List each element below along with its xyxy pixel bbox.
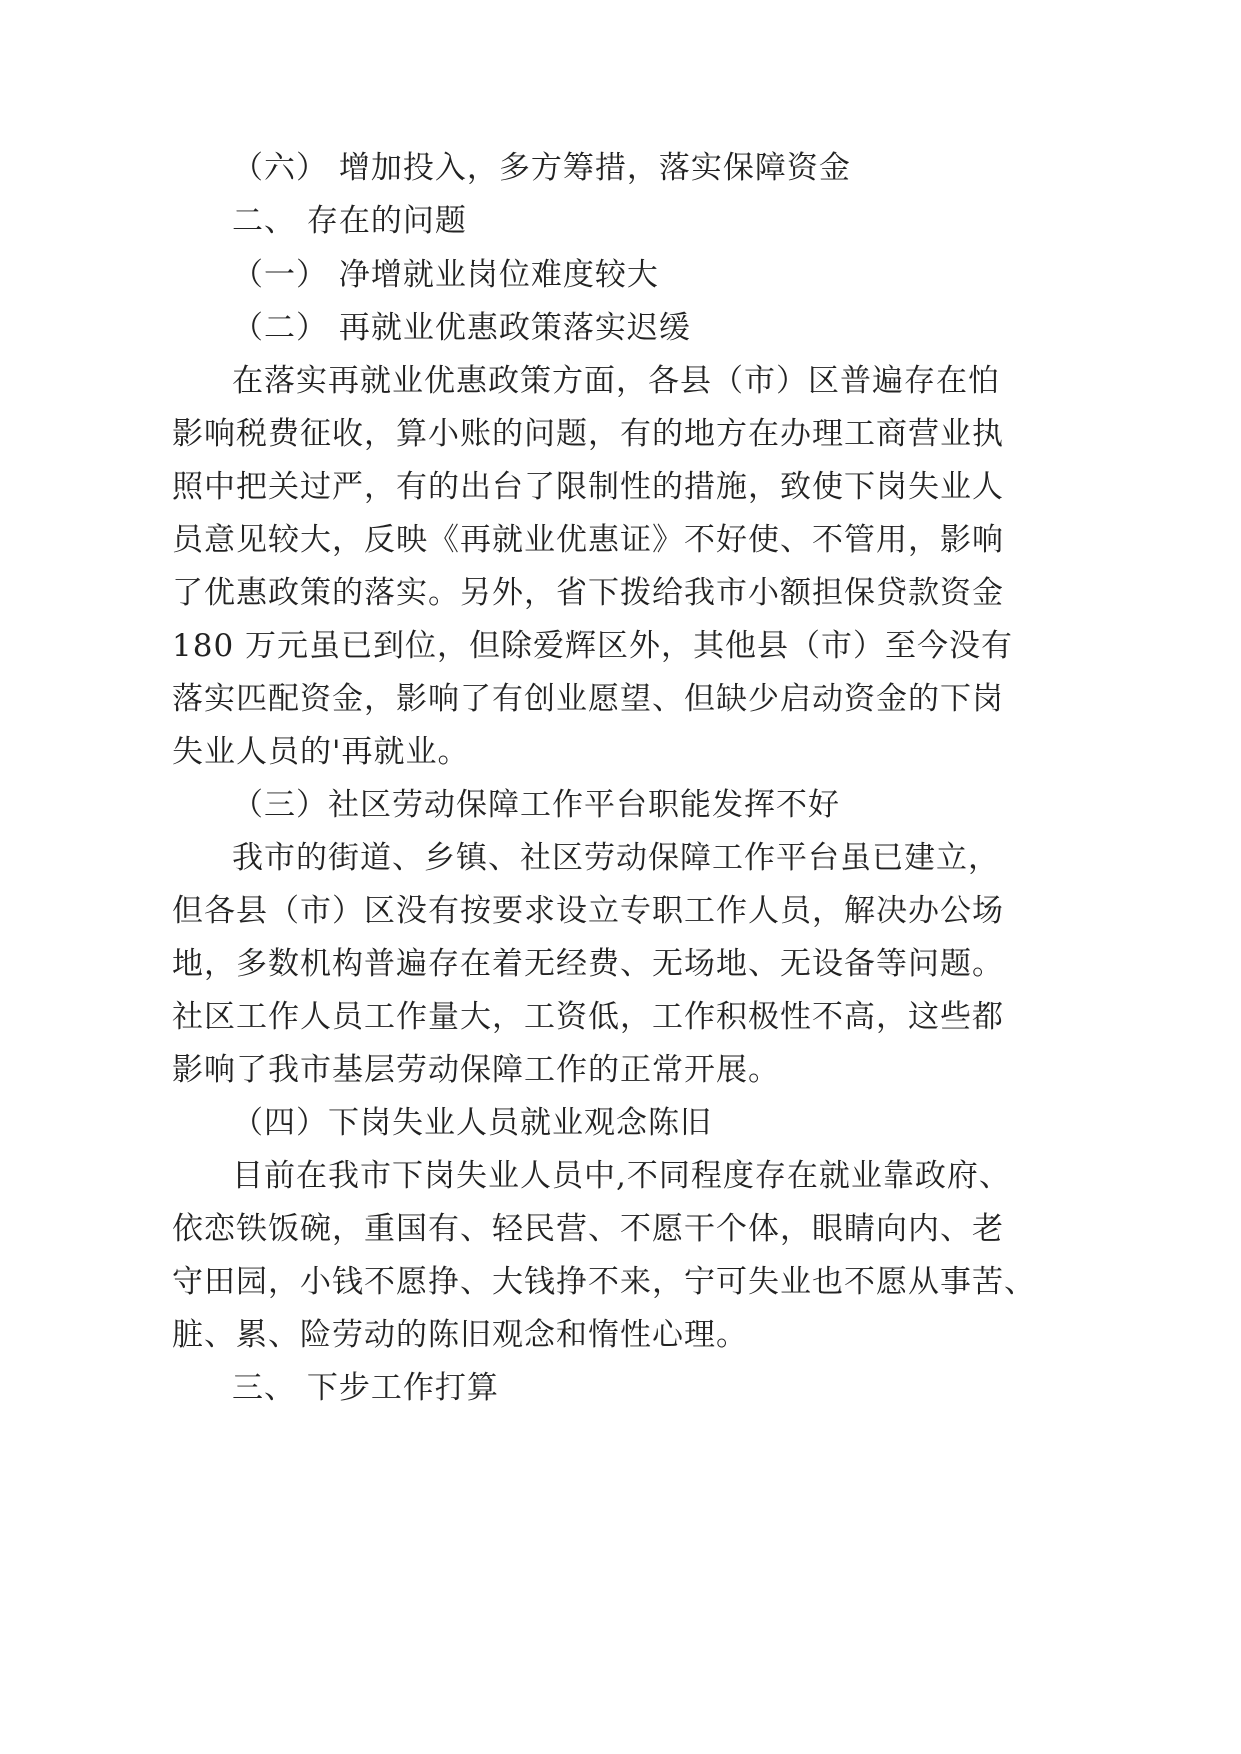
paragraph-line: 我市的街道、乡镇、社区劳动保障工作平台虽已建立， bbox=[232, 840, 1000, 876]
paragraph-line: 但各县（市）区没有按要求设立专职工作人员，解决办公场 bbox=[172, 893, 1004, 929]
paragraph-line: 在落实再就业优惠政策方面，各县（市）区普遍存在怕 bbox=[232, 363, 1000, 399]
paragraph-line: 落实匹配资金，影响了有创业愿望、但缺少启动资金的下岗 bbox=[172, 681, 1004, 717]
subheading-6: （六） 增加投入，多方筹措，落实保障资金 bbox=[232, 150, 851, 186]
paragraph-line: 影响了我市基层劳动保障工作的正常开展。 bbox=[172, 1052, 780, 1088]
section-heading-3: 三、 下步工作打算 bbox=[232, 1370, 499, 1406]
paragraph-line: 照中把关过严，有的出台了限制性的措施，致使下岗失业人 bbox=[172, 469, 1004, 505]
paragraph-line: 员意见较大，反映《再就业优惠证》不好使、不管用，影响 bbox=[172, 522, 1004, 558]
subheading-1: （一） 净增就业岗位难度较大 bbox=[232, 257, 659, 293]
paragraph-line: 目前在我市下岗失业人员中,不同程度存在就业靠政府、 bbox=[232, 1158, 1011, 1194]
paragraph-line: 社区工作人员工作量大，工资低，工作积极性不高，这些都 bbox=[172, 999, 1004, 1035]
section-heading-2: 二、 存在的问题 bbox=[232, 203, 467, 239]
paragraph-line: 了优惠政策的落实。另外，省下拨给我市小额担保贷款资金 bbox=[172, 575, 1004, 611]
paragraph-line: 影响税费征收，算小账的问题，有的地方在办理工商营业执 bbox=[172, 416, 1004, 452]
subheading-4: （四）下岗失业人员就业观念陈旧 bbox=[232, 1105, 712, 1141]
paragraph-line: 180 万元虽已到位，但除爱辉区外，其他县（市）至今没有 bbox=[172, 628, 1014, 664]
paragraph-line: 脏、累、险劳动的陈旧观念和惰性心理。 bbox=[172, 1317, 748, 1353]
paragraph-line: 依恋铁饭碗，重国有、轻民营、不愿干个体，眼睛向内、老 bbox=[172, 1211, 1004, 1247]
paragraph-line: 地，多数机构普遍存在着无经费、无场地、无设备等问题。 bbox=[172, 946, 1004, 982]
subheading-3: （三）社区劳动保障工作平台职能发挥不好 bbox=[232, 787, 840, 823]
paragraph-line: 守田园，小钱不愿挣、大钱挣不来，宁可失业也不愿从事苦、 bbox=[172, 1264, 1036, 1300]
subheading-2: （二） 再就业优惠政策落实迟缓 bbox=[232, 310, 691, 346]
paragraph-line: 失业人员的'再就业。 bbox=[172, 734, 470, 770]
